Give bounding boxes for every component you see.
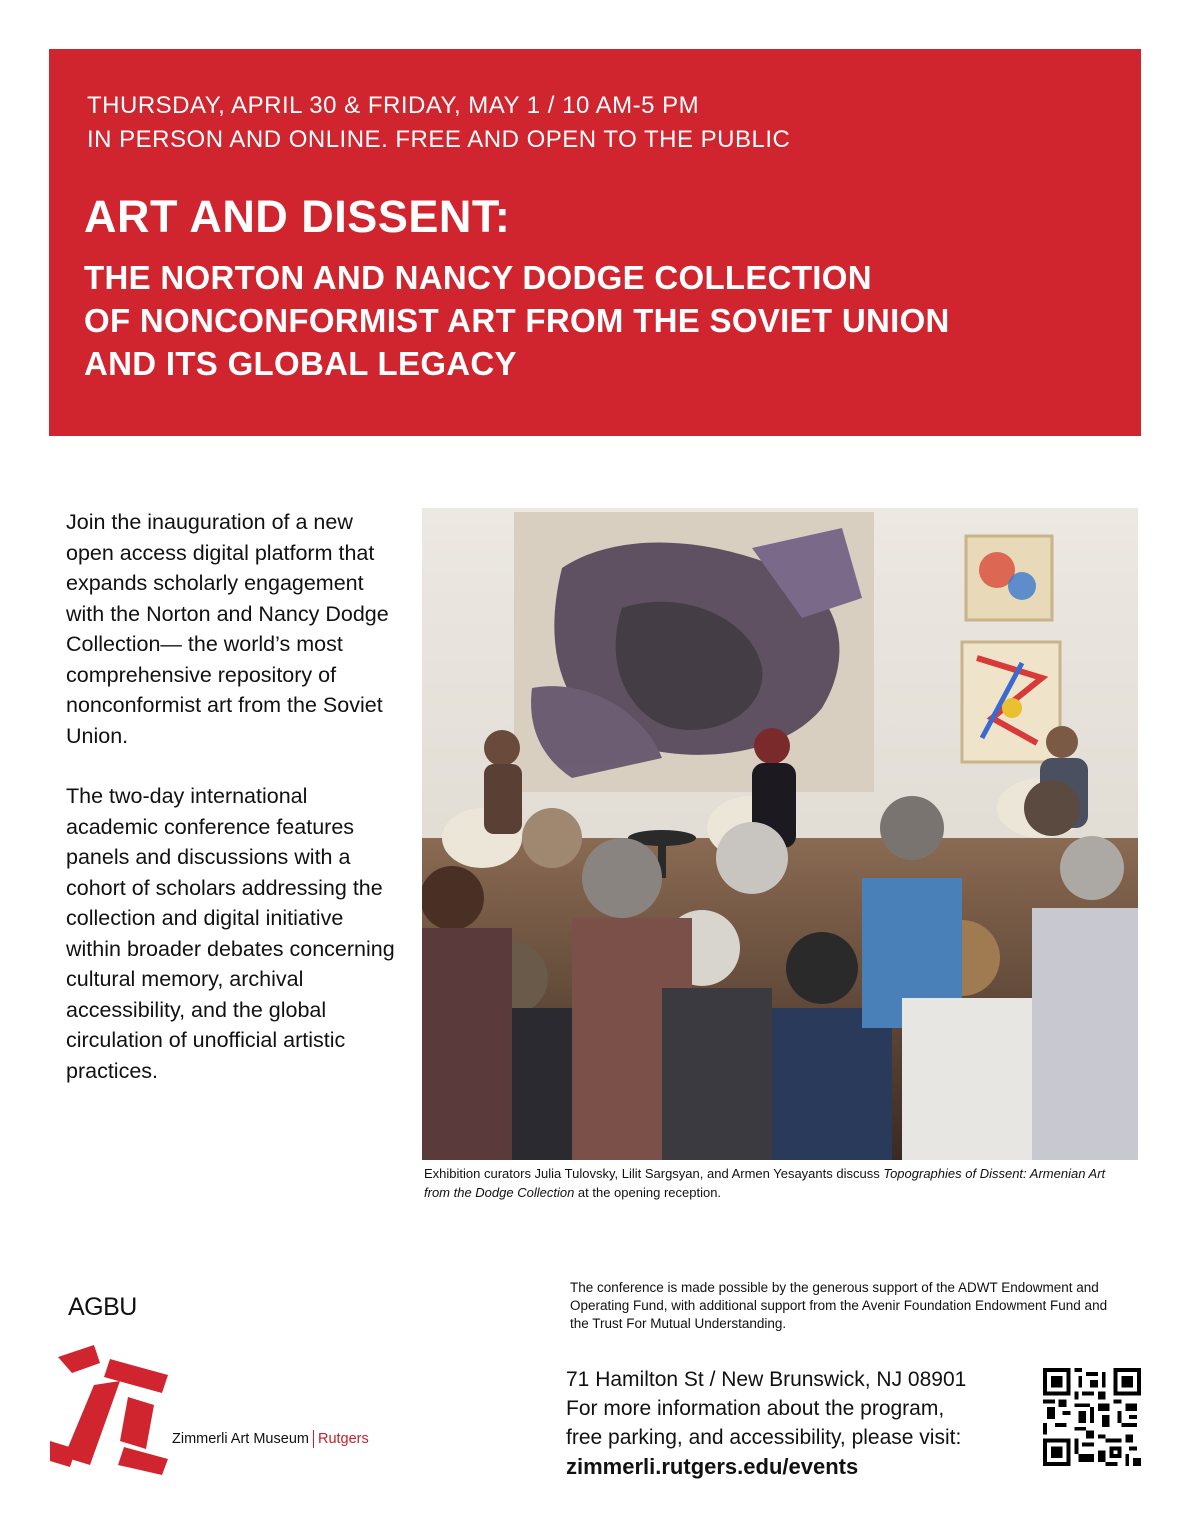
event-subtitle xyxy=(84,256,950,385)
event-access: IN PERSON AND ONLINE. FREE AND OPEN TO THE PUBLIC xyxy=(87,126,791,153)
agbu-logo: AGBU xyxy=(68,1293,137,1321)
event-date: THURSDAY, APRIL 30 & FRIDAY, MAY 1 / 10 AM-5 PM xyxy=(87,92,700,119)
header-banner xyxy=(49,49,1141,436)
event-details xyxy=(87,89,790,157)
museum-wordmark xyxy=(172,1430,369,1448)
museum-name: Zimmerli Art Museum xyxy=(172,1430,309,1447)
zimmerli-logo-icon xyxy=(50,1345,180,1475)
events-link[interactable]: zimmerli.rutgers.edu/events xyxy=(566,1454,859,1479)
info-line-1: For more information about the program, xyxy=(566,1397,945,1420)
caption-exhibition-title: Topographies of Dissent: Armenian Art from the Dodge Collection xyxy=(424,1166,1106,1200)
photo-caption xyxy=(424,1164,1124,1202)
contact-info xyxy=(566,1365,1036,1481)
gallery-photo-illustration xyxy=(422,508,1138,1160)
support-statement: The conference is made possible by the generous support of the ADWT Endowment and Operating Fund, with additional support from the Avenir Foundation Endowment Fund and the Trust For Mutual Understanding. xyxy=(570,1280,1108,1331)
intro-paragraph-1: Join the inauguration of a new open access digital platform that expands scholarly engagement with the Norton and Nancy Dodge Collection— the world’s most comprehensive repository of nonconformist art from the Soviet Union. xyxy=(66,510,389,748)
caption-tail: at the opening reception. xyxy=(574,1185,722,1200)
intro-paragraph-2: The two-day international academic conference features panels and discussions with a cohort of scholars addressing the collection and digital initiative within broader debates concerning cultural memory, archival accessibility, and the global circulation of unofficial artistic practices. xyxy=(66,784,395,1083)
subtitle-line-1: THE NORTON AND NANCY DODGE COLLECTION xyxy=(84,259,872,296)
event-photo xyxy=(422,508,1138,1160)
university-name: Rutgers xyxy=(317,1430,369,1447)
event-title: ART AND DISSENT: xyxy=(84,191,511,242)
address-line: 71 Hamilton St / New Brunswick, NJ 08901 xyxy=(566,1368,967,1391)
subtitle-line-2: OF NONCONFORMIST ART FROM THE SOVIET UNION xyxy=(84,302,950,339)
caption-lead: Exhibition curators Julia Tulovsky, Lilit Sargsyan, and Armen Yesayants discuss xyxy=(424,1166,884,1181)
subtitle-line-3: AND ITS GLOBAL LEGACY xyxy=(84,345,517,382)
qr-code-icon[interactable] xyxy=(1043,1368,1141,1466)
wordmark-divider xyxy=(313,1430,314,1448)
info-line-2: free parking, and accessibility, please visit: xyxy=(566,1426,962,1449)
intro-text xyxy=(66,507,396,1116)
